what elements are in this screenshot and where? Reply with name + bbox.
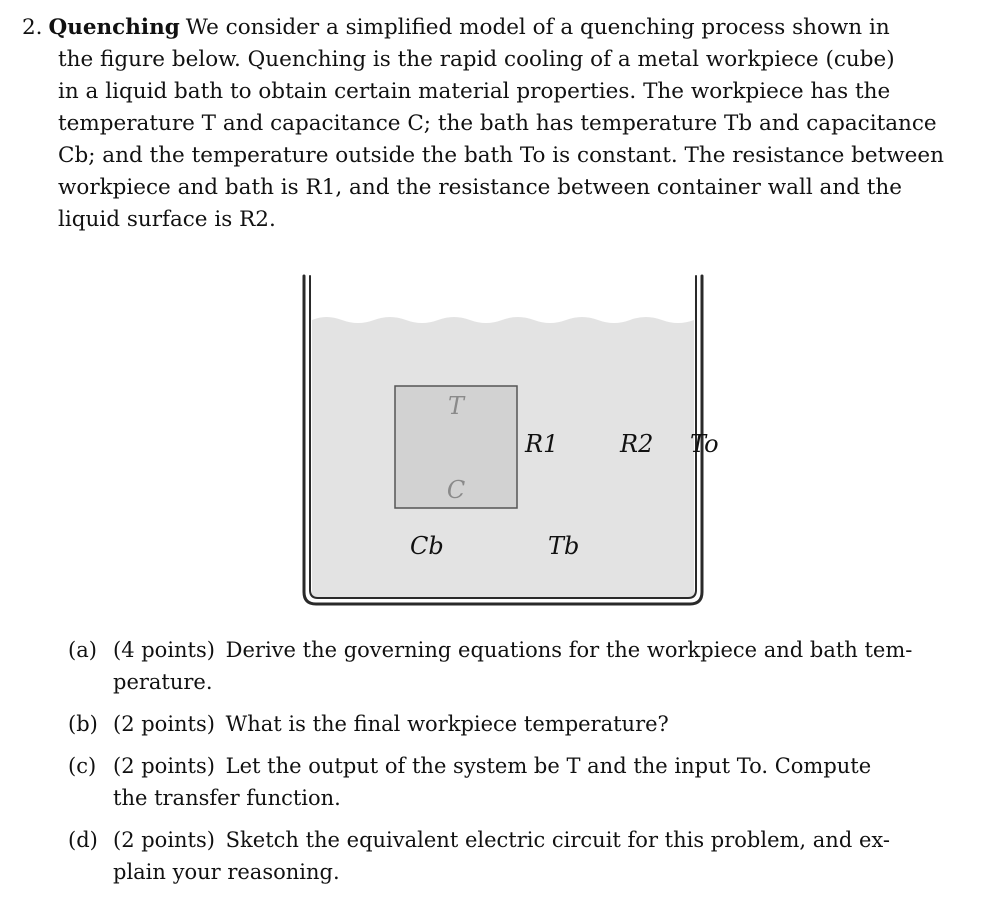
quenching-figure [290, 262, 760, 612]
part-d-text-cont: plain your reasoning. [113, 860, 340, 884]
problem-title: Quenching [48, 15, 180, 40]
part-d-points: (2 points) [113, 828, 215, 852]
label-Tb: Tb [548, 532, 580, 560]
part-a [68, 634, 964, 698]
problem-number: 2. [22, 15, 43, 40]
label-T: T [447, 392, 465, 420]
part-b [68, 708, 964, 740]
part-d [68, 824, 964, 888]
problem-line-1 [22, 12, 972, 44]
part-b-points: (2 points) [113, 712, 215, 736]
problem-line-4: temperature T and capacitance C; the bath has temperature Tb and capacitance [58, 111, 937, 136]
part-c-text-cont: the transfer function. [113, 786, 341, 810]
part-d-label: (d) [68, 828, 98, 852]
problem-line-6: workpiece and bath is R1, and the resistance between container wall and the [58, 175, 903, 200]
problem-statement [22, 12, 972, 236]
label-R2: R2 [620, 430, 654, 458]
part-a-text-cont: perature. [113, 670, 213, 694]
part-c-label: (c) [68, 754, 97, 778]
problem-text: We consider a simplified model of a quenching process shown in [185, 15, 890, 40]
problem-line-7: liquid surface is R2. [58, 207, 276, 232]
part-b-label: (b) [68, 712, 98, 736]
label-R1: R1 [525, 430, 559, 458]
label-To: To [690, 430, 719, 458]
part-a-points: (4 points) [113, 638, 215, 662]
label-C: C [446, 476, 466, 504]
sub-questions [68, 634, 964, 898]
label-Cb: Cb [410, 532, 444, 560]
problem-line-2: the figure below. Quenching is the rapid cooling of a metal workpiece (cube) [58, 47, 895, 72]
problem-line-5: Cb; and the temperature outside the bath To is constant. The resistance between [58, 143, 944, 168]
part-b-text: What is the final workpiece temperature? [225, 712, 669, 736]
part-a-label: (a) [68, 638, 97, 662]
part-a-text: Derive the governing equations for the workpiece and bath tem- [225, 638, 913, 662]
problem-line-3: in a liquid bath to obtain certain material properties. The workpiece has the [58, 79, 891, 104]
part-c-points: (2 points) [113, 754, 215, 778]
part-c [68, 750, 964, 814]
part-d-text: Sketch the equivalent electric circuit for this problem, and ex- [225, 828, 890, 852]
part-c-text: Let the output of the system be T and the input To. Compute [225, 754, 872, 778]
